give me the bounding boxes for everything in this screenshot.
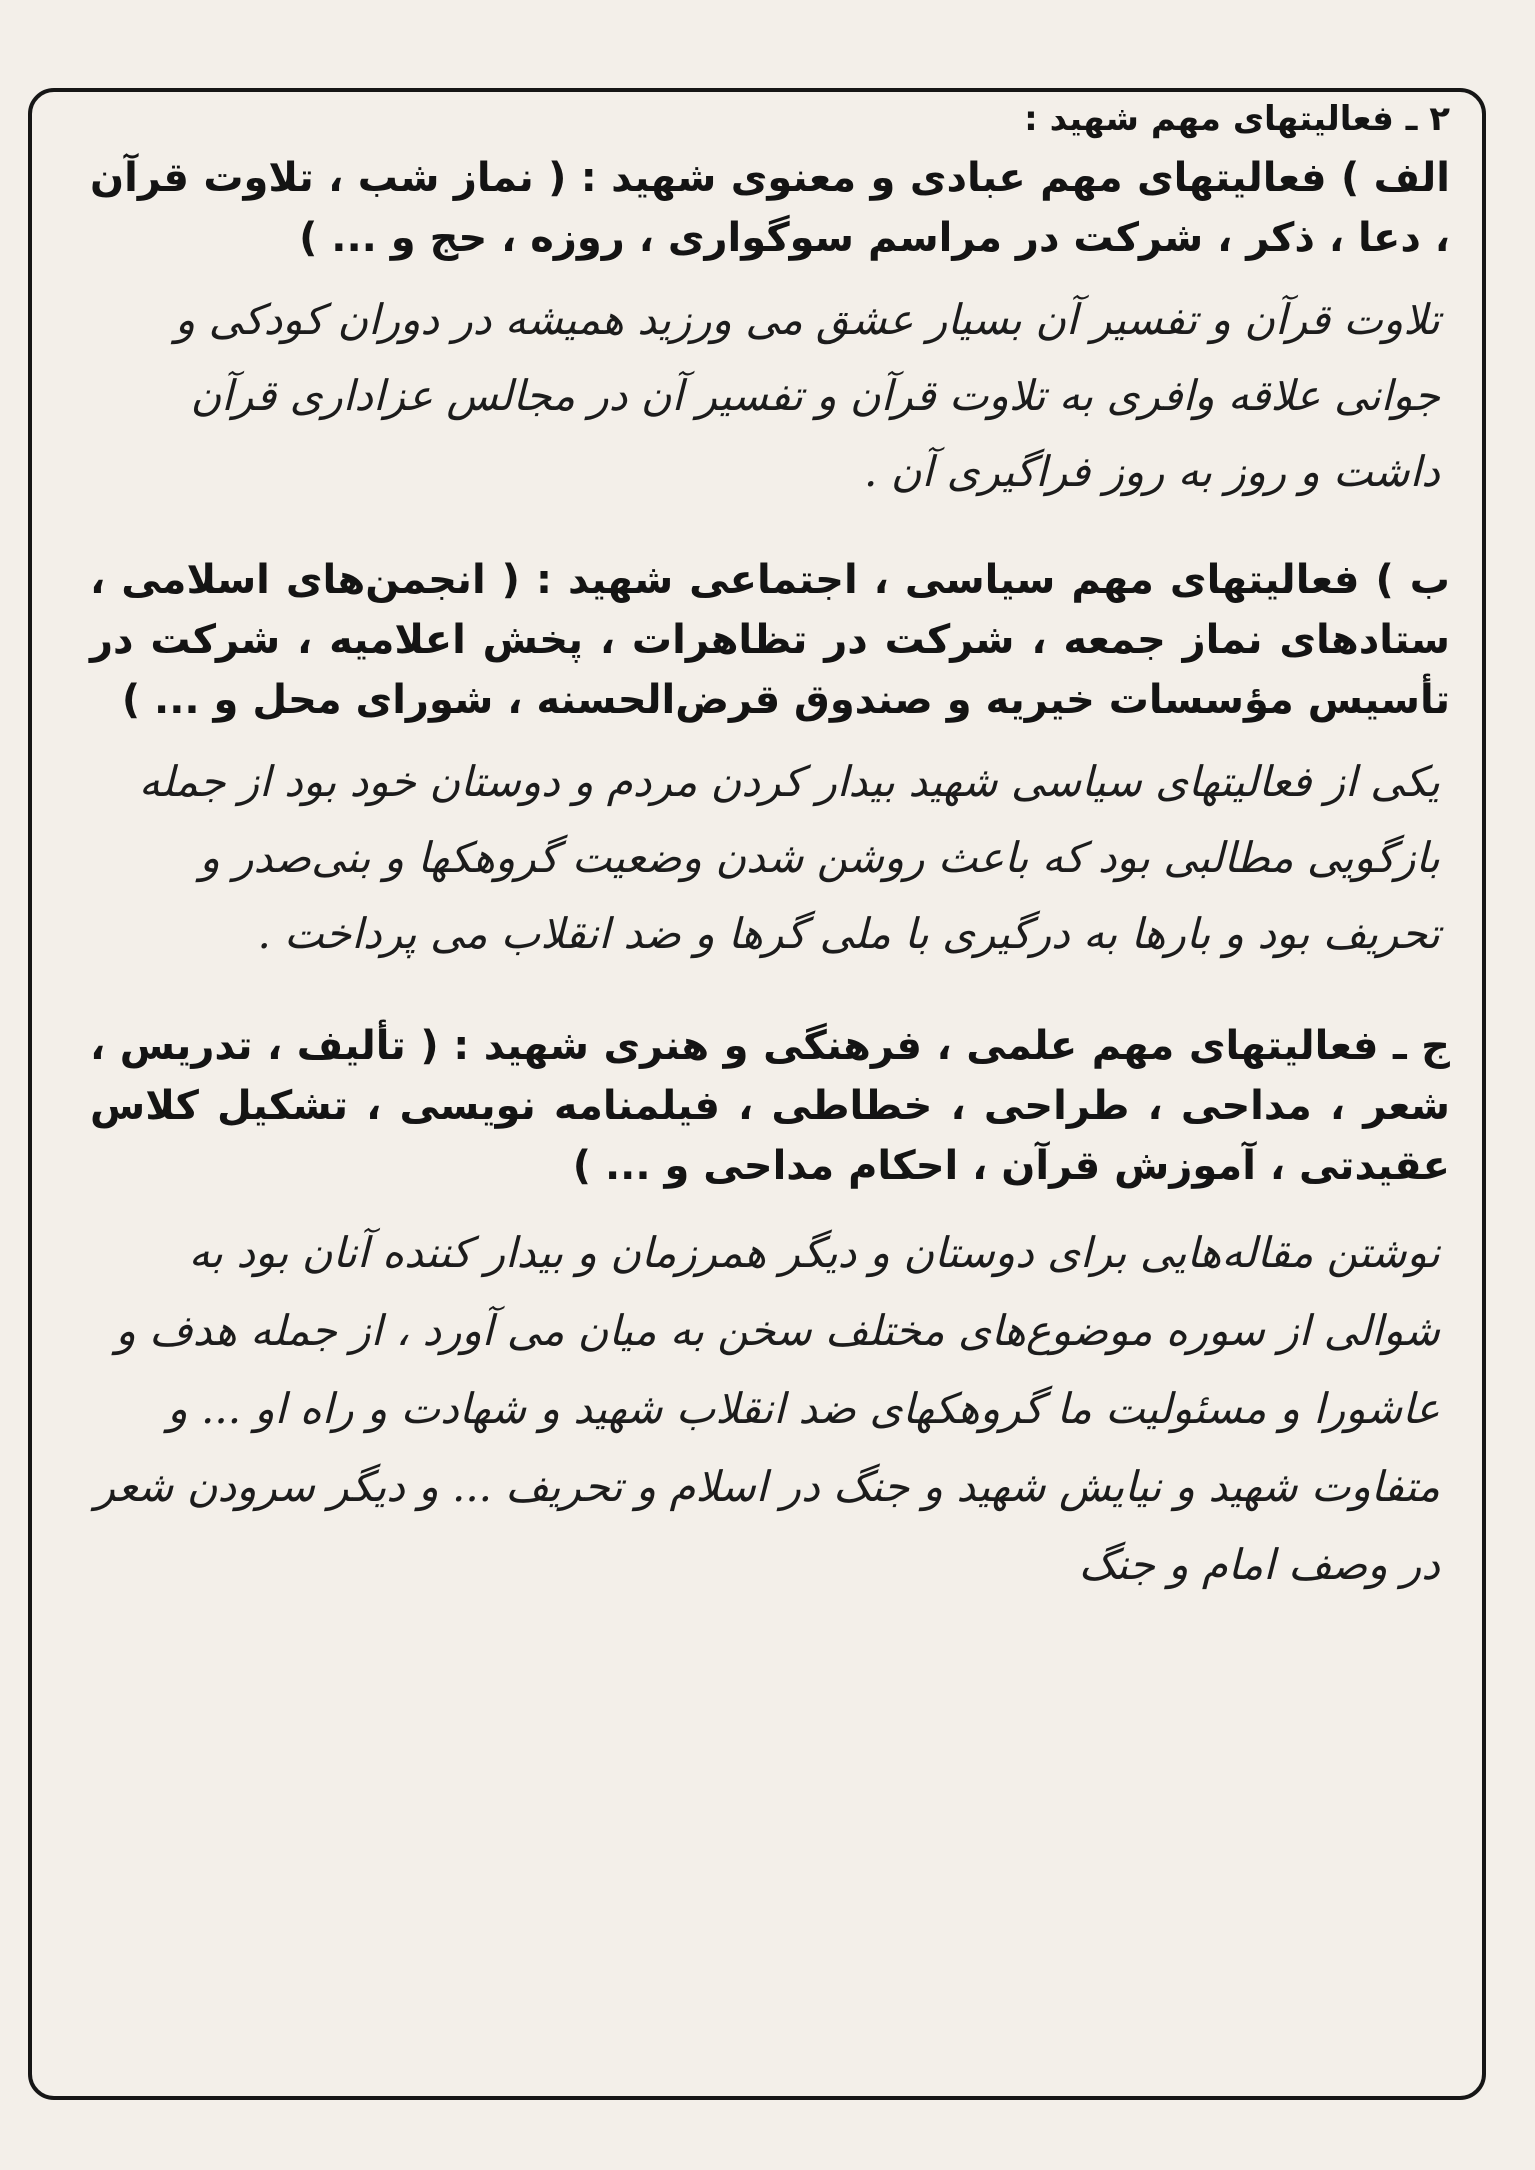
section-heading: ۲ ـ فعالیتهای مهم شهید : [1024,99,1450,139]
section-cultural-handwritten: نوشتن مقاله‌هایی برای دوستان و دیگر همرزمان و بیدار کننده آنان بود به شوالی از سوره موضوع‌های مختلف سخن به میان می آورد ، از جمله هدف و عاشورا و مسئولیت ما گروهکهای ضد انقلاب شهید و شهادت و راه او ... و متفاوت شهید و نیایش شهید و جنگ در اسلام و تحریف ... و دیگر سرودن شعر در وصف امام و جنگ [94,1228,1440,1589]
section-political-printed: ب ) فعالیتهای مهم سیاسی ، اجتماعی شهید : ( انجمن‌های اسلامی ، ستادهای نماز جمعه ، شرکت در تظاهرات ، پخش اعلامیه ، شرکت در تأسیس مؤسسات خیریه و صندوق قرض‌الحسنه ، شورای محل و ... ) [90,557,1450,723]
section-worship-handwritten: تلاوت قرآن و تفسیر آن بسیار عشق می ورزید همیشه در دوران کودکی و جوانی علاقه وافری به تلاوت قرآن و تفسیر آن در مجالس عزاداری قرآن داشت و روز به روز فراگیری آن . [174,295,1440,496]
section-worship [90,148,1450,510]
section-worship-printed: الف ) فعالیتهای مهم عبادی و معنوی شهید : ( نماز شب ، تلاوت قرآن ، دعا ، ذکر ، شرکت در مراسم سوگواری ، روزه ، حج و ... ) [90,155,1450,261]
section-cultural-printed: ج ـ فعالیتهای مهم علمی ، فرهنگی و هنری شهید : ( تألیف ، تدریس ، شعر ، مداحی ، طراحی ، خطاطی ، فیلمنامه نویسی ، تشکیل کلاس عقیدتی ، آموزش قرآن ، احکام مداحی و ... ) [90,1023,1450,1189]
section-cultural [90,1016,1450,1604]
section-political-handwritten: یکی از فعالیتهای سیاسی شهید بیدار کردن مردم و دوستان خود بود از جمله بازگویی مطالبی بود که باعث روشن شدن وضعیت گروهکها و بنی‌صدر و تحریف بود و بارها به درگیری با ملی گرها و ضد انقلاب می پرداخت . [138,757,1440,958]
section-political [90,550,1450,972]
document-body [90,96,1450,1604]
